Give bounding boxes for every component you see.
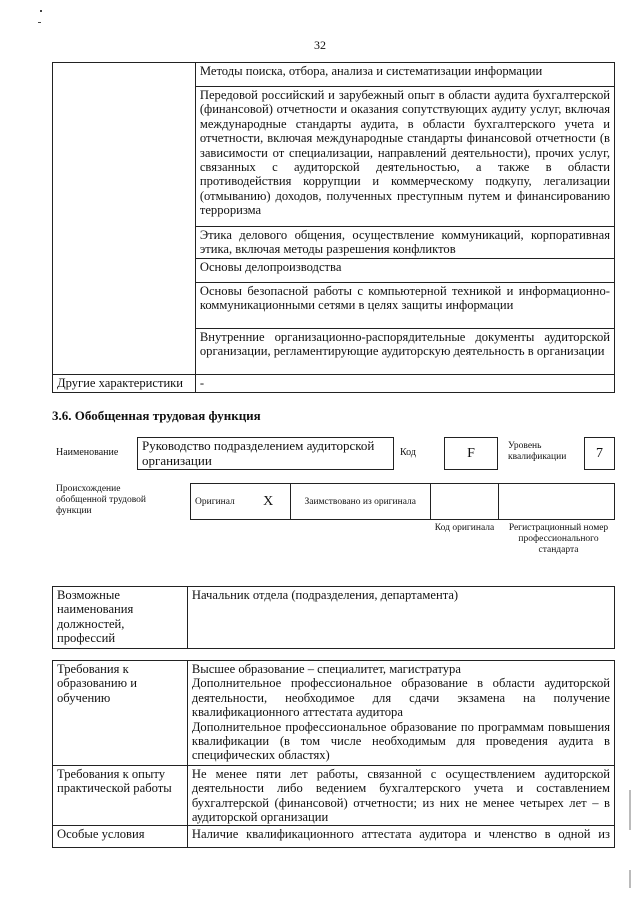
- name-label: Наименование: [56, 447, 119, 458]
- knowledge-item: Основы безопасной работы с компьютерной техникой и информационно-коммуникационными сетями в целях защиты информации: [195, 283, 614, 329]
- special-conditions-value: Наличие квалификационного аттестата аудитора и членство в одной из: [187, 825, 614, 847]
- level-value-box: [584, 437, 615, 470]
- code-original-label: Код оригинала: [434, 523, 495, 533]
- experience-label: Требования к опыту практической работы: [53, 766, 188, 826]
- reg-number-cell: [499, 484, 615, 520]
- code-value: F: [467, 446, 475, 461]
- requirements-table: [52, 660, 615, 848]
- level-label: Уровень квалификации: [508, 441, 567, 462]
- experience-value: Не менее пяти лет работы, связанной с осуществлением аудиторской деятельности либо ведением бухгалтерского учета и составлением бухгалтерской (финансовой) отчетности; из них не менее четырех лет – в аудиторской организации: [187, 766, 614, 826]
- other-characteristics-label: Другие характеристики: [53, 375, 196, 393]
- scan-mark: [629, 870, 631, 888]
- borrowed-label: Заимствовано из оригинала: [290, 484, 430, 520]
- original-label: Оригинал: [191, 484, 247, 520]
- code-label: Код: [400, 447, 416, 458]
- knowledge-item: Этика делового общения, осуществление коммуникаций, корпоративная этика, включая методы разрешения конфликтов: [195, 227, 614, 259]
- code-original-cell: [430, 484, 499, 520]
- name-value-box: [137, 437, 394, 470]
- positions-label: Возможные наименования должностей, профессий: [53, 587, 188, 649]
- level-value: 7: [596, 446, 603, 461]
- other-characteristics-value: -: [195, 375, 614, 393]
- knowledge-table: [52, 62, 615, 393]
- original-mark: X: [246, 484, 290, 520]
- positions-table: [52, 586, 615, 649]
- origin-label: Происхождение обобщенной трудовой функции: [56, 484, 146, 516]
- scan-mark: [629, 790, 631, 830]
- scan-mark: [40, 10, 42, 12]
- section-title: 3.6. Обобщенная трудовая функция: [52, 408, 261, 423]
- name-value: Руководство подразделением аудиторской организации: [142, 438, 375, 468]
- scan-mark: [38, 22, 41, 23]
- reg-number-label: Регистрационный номер профессионального стандарта: [508, 523, 609, 555]
- knowledge-item: Методы поиска, отбора, анализа и систематизации информации: [195, 63, 614, 87]
- education-line: Дополнительное профессиональное образование в области аудиторской деятельности, необходимое для сдачи экзамена на получение квалификационного аттестата аудитора: [191, 676, 610, 720]
- education-cell: [187, 661, 614, 766]
- education-line: Дополнительное профессиональное образование по программам повышения квалификации (в том числе необходимым для проведения аудита в специфических областях): [191, 719, 610, 763]
- education-label: Требования к образованию и обучению: [53, 661, 188, 766]
- code-value-box: [444, 437, 498, 470]
- knowledge-item: Внутренние организационно-распорядительные документы аудиторской организации, регламентирующие аудиторскую деятельность в организации: [195, 329, 614, 375]
- page-number: 32: [314, 38, 326, 52]
- positions-value: Начальник отдела (подразделения, департамента): [187, 587, 614, 649]
- knowledge-item: Основы делопроизводства: [195, 259, 614, 283]
- origin-table: [190, 483, 615, 520]
- education-line: Высшее образование – специалитет, магистратура: [191, 662, 461, 676]
- knowledge-label-cell: [53, 63, 196, 375]
- special-conditions-label: Особые условия: [53, 825, 188, 847]
- knowledge-item: Передовой российский и зарубежный опыт в области аудита бухгалтерской (финансовой) отчетности и оказания сопутствующих аудиту услуг, включая международные стандарты аудита, в области бухгалтерского учета и отчетности, включая международные стандарты финансовой отчетности (в зависимости от специализации, направлений деятельности), прочих услуг, связанных с аудиторской деятельностью, а также в области противодействия коррупции и коммерческому подкупу, легализации (отмыванию) доходов, полученных преступным путем и финансированию терроризма: [195, 87, 614, 227]
